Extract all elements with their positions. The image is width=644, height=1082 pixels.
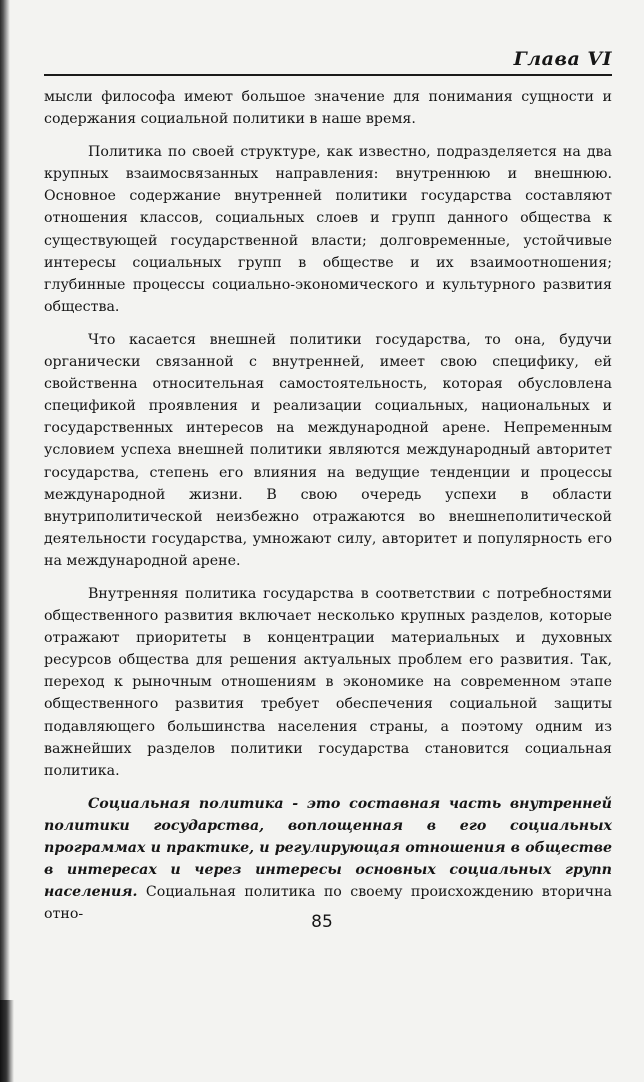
page-number: 85 — [311, 912, 333, 932]
definition-continuation-text: Социальная политика по своему происхождению вторична отно- — [44, 884, 612, 923]
paragraph-domestic-policy: Внутренняя политика государства в соответствии с потребностями общественного развития включает несколько крупных разделов, которые отражают приоритеты в концентрации материальных и духовных ресурсов общества для решения актуальных проблем его развития. Так, переход к рыночным отношениям в экономике на современном этапе общественного развития требует обеспечения социальной защиты подавляющего большинства населения страны, а поэтому одним из важнейших разделов политики государства становится социальная политика. — [44, 585, 612, 779]
paragraph-social-policy-definition — [44, 793, 612, 926]
scan-shadow-corner — [0, 1000, 14, 1082]
running-header — [44, 46, 612, 76]
paragraph-continuation: мысли философа имеют большое значение для понимания сущности и содержания социальной политики в наше время. — [44, 89, 612, 128]
definition-bold-text: Социальная политика - это составная часть внутренней политики государства, воплощенная в его социальных программах и практике, и регулирующая отношения в обществе в интересах и через интересы основных социальных групп населения. — [44, 795, 612, 901]
chapter-title: Глава VI — [513, 48, 612, 70]
paragraph-structure-of-politics: Политика по своей структуре, как известно, подразделяется на два крупных взаимосвязанных направления: внутреннюю и внешнюю. Основное содержание внутренней политики государства составляют отношения классов, социальных слоев и групп данного общества к существующей государственной власти; долговременные, устойчивые интересы социальных групп в обществе и их взаимоотношения; глубинные процессы социально-экономического и культурного развития общества. — [44, 144, 612, 315]
header-rule — [44, 74, 612, 76]
paragraph-foreign-policy: Что касается внешней политики государства, то она, будучи органически связанной с внутренней, имеет свою специфику, ей свойственна относительная самостоятельность, которая обусловлена спецификой проявления и реализации социальных, национальных и государственных интересов на международной арене. Непременным условием успеха внешней политики являются международный авторитет государства, степень его влияния на ведущие тенденции и процессы международной жизни. В свою очередь успехи в области внутриполитической неизбежно отражаются во внешнеполитической деятельности государства, умножают силу, авторитет и популярность его на международной арене. — [44, 331, 612, 569]
body-text — [44, 86, 612, 925]
